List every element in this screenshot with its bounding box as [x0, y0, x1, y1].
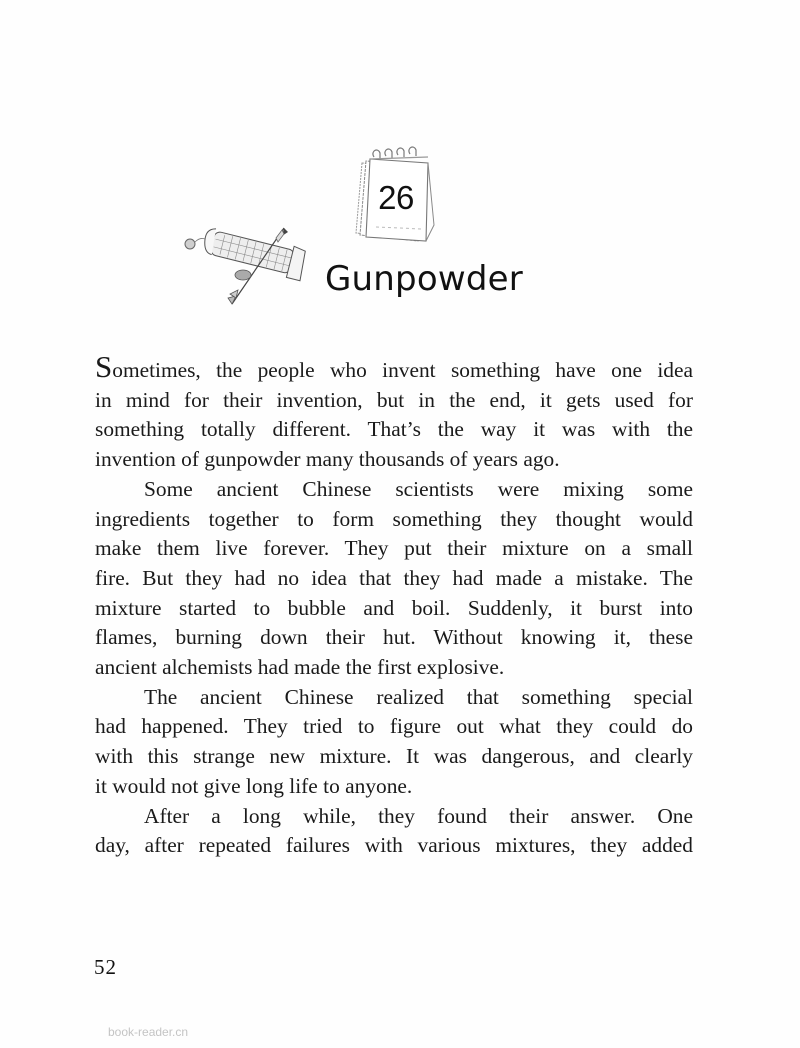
text-line: make them live forever. They put their mixture on a small	[95, 536, 693, 561]
text-line: invention of gunpowder many thousands of years ago.	[95, 447, 560, 472]
text-line: Sometimes, the people who invent something have one idea	[95, 349, 693, 384]
paragraph-3	[95, 683, 693, 802]
drop-cap: S	[95, 349, 113, 384]
text-line: The ancient Chinese realized that something special	[144, 684, 693, 709]
watermark: book-reader.cn	[108, 1025, 189, 1039]
text-line: Some ancient Chinese scientists were mixing some	[144, 476, 693, 501]
text-line: in mind for their invention, but in the end, it gets used for	[95, 387, 693, 412]
body-text	[95, 349, 693, 861]
text-line: with this strange new mixture. It was dangerous, and clearly	[95, 744, 693, 769]
text-line: it would not give long life to anyone.	[95, 773, 413, 798]
text-line: After a long while, they found their answer. One	[144, 803, 693, 828]
paragraph-1	[95, 349, 693, 475]
chapter-title: Gunpowder	[325, 259, 523, 299]
chapter-number: 26	[378, 179, 414, 216]
text-line: ancient alchemists had made the first explosive.	[95, 655, 505, 680]
text-line: flames, burning down their hut. Without knowing it, these	[95, 625, 693, 650]
text-line: had happened. They tried to figure out what they could do	[95, 714, 693, 739]
text-line: something totally different. That’s the way it was with the	[95, 417, 693, 442]
page-number: 52	[94, 955, 117, 979]
text-line: mixture started to bubble and boil. Suddenly, it burst into	[95, 595, 693, 620]
text-line: fire. But they had no idea that they had made a mistake. The	[95, 565, 693, 590]
paragraph-4	[95, 802, 693, 861]
rocket-arrow-illustration	[180, 218, 320, 310]
text-line: ingredients together to form something they thought would	[95, 506, 693, 531]
text-line: day, after repeated failures with various mixtures, they added	[95, 833, 693, 858]
paragraph-2	[95, 475, 693, 683]
